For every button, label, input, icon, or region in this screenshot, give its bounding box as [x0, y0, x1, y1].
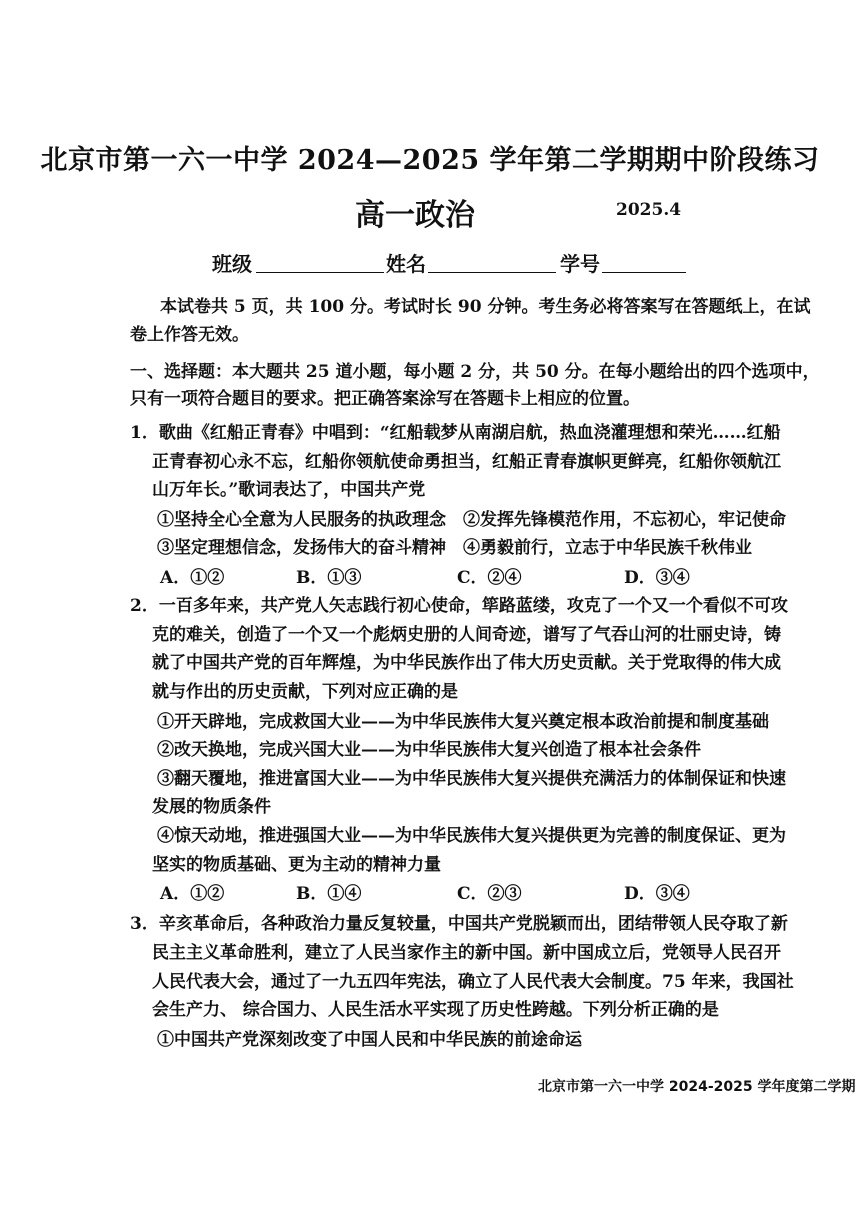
question-item: ②改天换地，完成兴国大业——为中华民族伟大复兴创造了根本社会条件 — [157, 740, 701, 760]
page-footer: 北京市第一六一中学 2024-2025 学年度第二学期 — [538, 1079, 856, 1095]
question-stem-line: 克的难关，创造了一个又一个彪炳史册的人间奇迹，谱写了气吞山河的壮丽史诗，铸 — [152, 625, 781, 645]
answer-option-a[interactable]: A．①② — [160, 568, 225, 588]
id-blank[interactable] — [602, 250, 686, 273]
answer-option-d[interactable]: D．③④ — [624, 568, 690, 588]
question-stem-line: 山万年长。”歌词表达了，中国共产党 — [152, 480, 426, 500]
section-heading: 只有一项符合题目的要求。把正确答案涂写在答题卡上相应的位置。 — [130, 389, 640, 409]
answer-option-b[interactable]: B．①④ — [296, 884, 362, 904]
instructions-line: 卷上作答无效。 — [130, 325, 249, 345]
class-blank[interactable] — [256, 250, 384, 273]
question-item: 坚实的物质基础、更为主动的精神力量 — [152, 855, 441, 875]
question-item: ①开天辟地，完成救国大业——为中华民族伟大复兴奠定根本政治前提和制度基础 — [157, 712, 769, 732]
info-class — [212, 248, 252, 277]
question-item: ①坚持全心全意为人民服务的执政理念 ②发挥先锋模范作用，不忘初心，牢记使命 — [157, 510, 786, 530]
question-item: ③坚定理想信念，发扬伟大的奋斗精神 ④勇毅前行，立志于中华民族千秋伟业 — [157, 538, 752, 558]
instructions-line: 本试卷共 5 页，共 100 分。考试时长 90 分钟。考生务必将答案写在答题纸上，在试 — [160, 297, 811, 317]
question-item: ①中国共产党深刻改变了中国人民和中华民族的前途命运 — [157, 1030, 582, 1050]
info-name — [386, 248, 426, 277]
answer-option-c[interactable]: C．②③ — [457, 884, 522, 904]
question-stem-line: 就了中国共产党的百年辉煌，为中华民族作出了伟大历史贡献。关于党取得的伟大成 — [152, 653, 781, 673]
question-stem-line: 3．辛亥革命后，各种政治力量反复较量，中国共产党脱颖而出，团结带领人民夺取了新 — [130, 914, 788, 934]
question-item: ④惊天动地，推进强国大业——为中华民族伟大复兴提供更为完善的制度保证、更为 — [157, 826, 786, 846]
subject-title: 高一政治 — [355, 198, 475, 233]
exam-date: 2025.4 — [616, 200, 682, 220]
answer-option-a[interactable]: A．①② — [160, 884, 225, 904]
question-stem-line: 人民代表大会，通过了一九五四年宪法，确立了人民代表大会制度。75 年来，我国社 — [152, 972, 794, 992]
answer-option-b[interactable]: B．①③ — [296, 568, 362, 588]
name-label: 姓名 — [386, 252, 426, 276]
question-stem-line: 就与作出的历史贡献，下列对应正确的是 — [152, 682, 458, 702]
name-blank[interactable] — [428, 250, 556, 273]
question-stem-line: 2．一百多年来，共产党人矢志践行初心使命，筚路蓝缕，攻克了一个又一个看似不可攻 — [130, 596, 788, 616]
question-item: 发展的物质条件 — [152, 797, 271, 817]
id-label: 学号 — [560, 252, 600, 276]
section-heading: 一、选择题：本大题共 25 道小题，每小题 2 分，共 50 分。在每小题给出的四个选项中， — [130, 362, 820, 382]
question-stem-line: 民主主义革命胜利，建立了人民当家作主的新中国。新中国成立后，党领导人民召开 — [152, 943, 781, 963]
question-stem-line: 正青春初心永不忘，红船你领航使命勇担当，红船正青春旗帜更鲜亮，红船你领航江 — [152, 452, 781, 472]
question-stem-line: 会生产力、 综合国力、人民生活水平实现了历史性跨越。下列分析正确的是 — [152, 1000, 719, 1020]
answer-option-d[interactable]: D．③④ — [624, 884, 690, 904]
class-label: 班级 — [212, 252, 252, 276]
answer-option-c[interactable]: C．②④ — [457, 568, 522, 588]
question-stem-line: 1．歌曲《红船正青春》中唱到：“红船载梦从南湖启航，热血浇灌理想和荣光……红船 — [130, 423, 781, 443]
info-id — [560, 248, 600, 277]
exam-title: 北京市第一六一中学 2024—2025 学年第二学期期中阶段练习 — [40, 145, 820, 176]
question-item: ③翻天覆地，推进富国大业——为中华民族伟大复兴提供充满活力的体制保证和快速 — [157, 769, 786, 789]
